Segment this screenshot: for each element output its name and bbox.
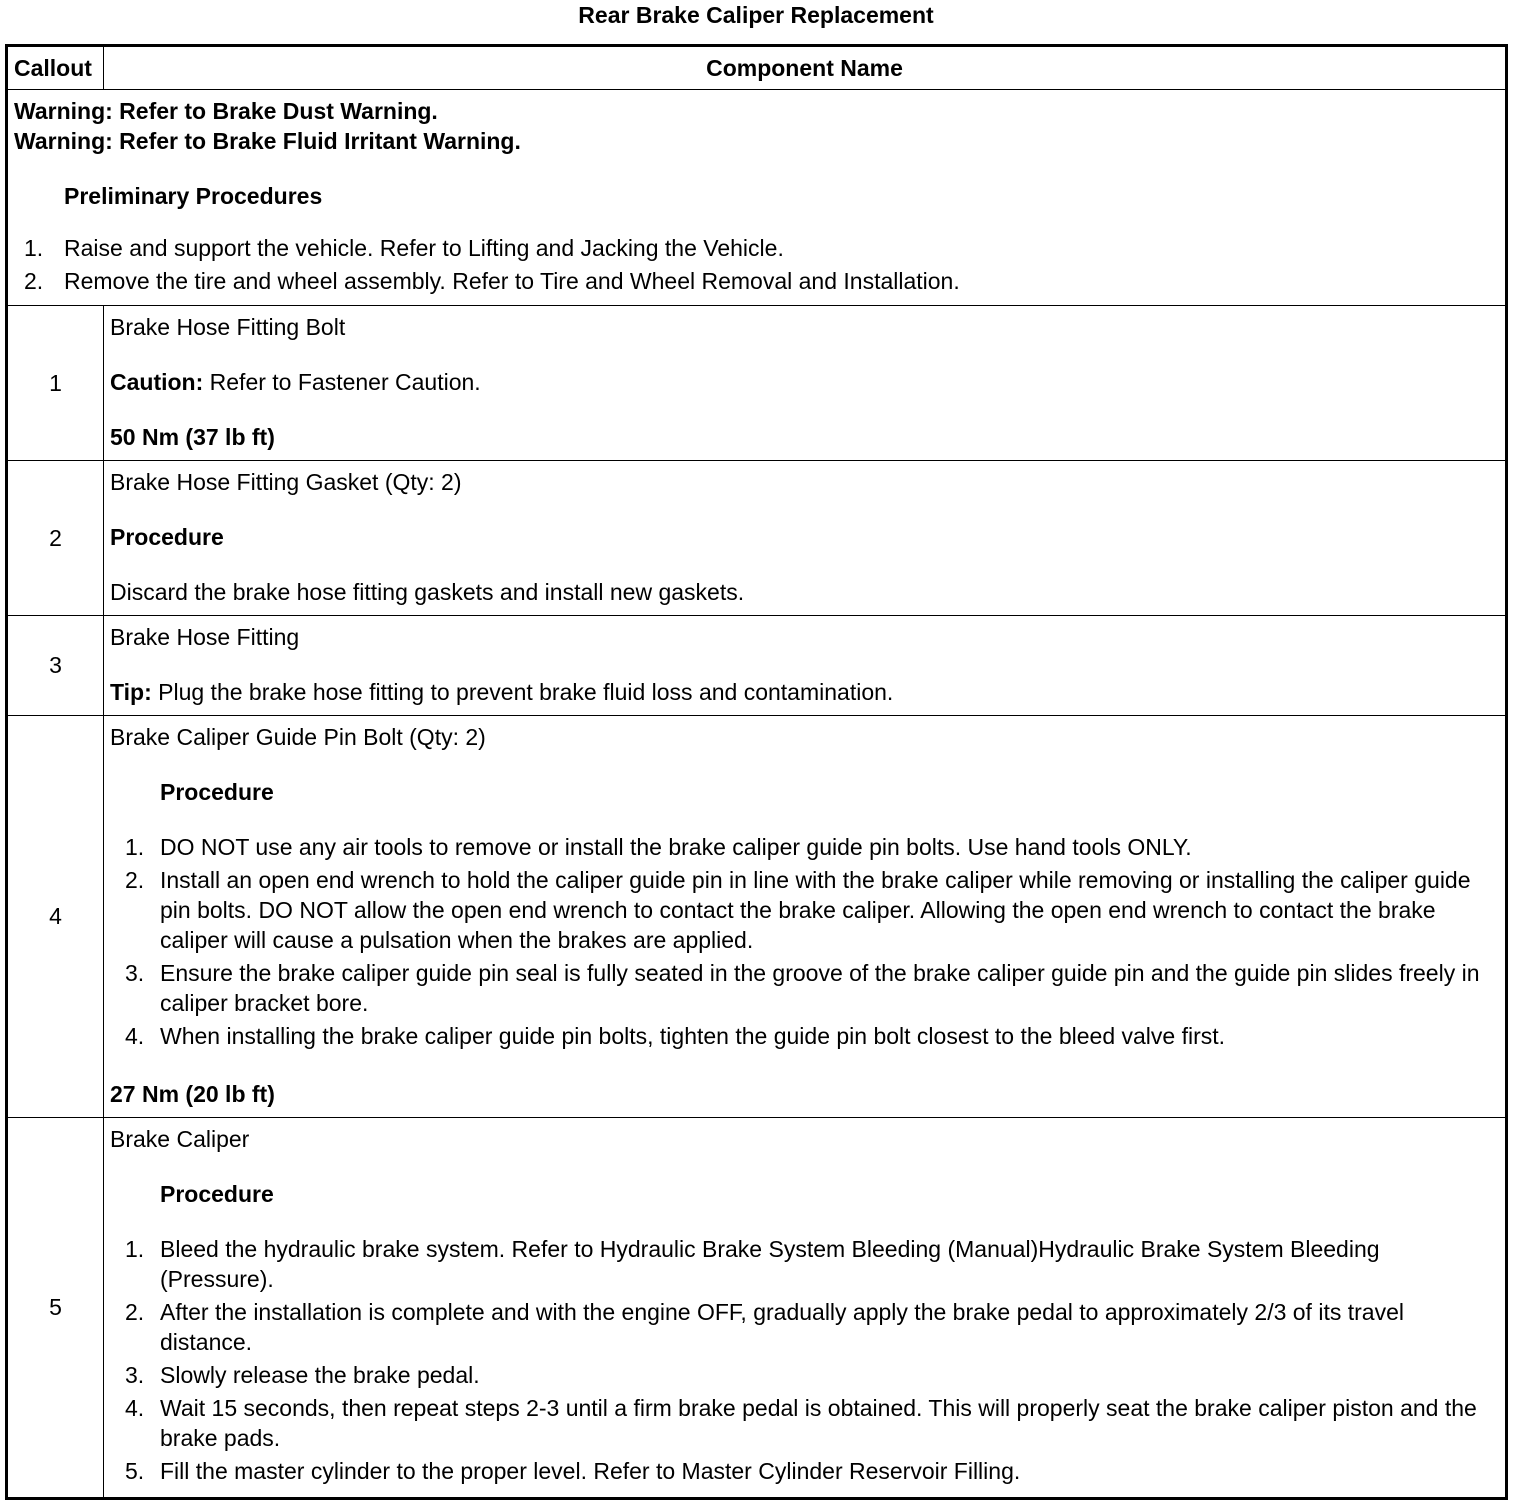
tip-label: Tip: xyxy=(110,679,152,705)
list-item xyxy=(110,1234,1499,1294)
procedure-steps xyxy=(110,832,1499,1051)
callout-cell: 5 xyxy=(7,1118,104,1499)
caution-text: Refer to Fastener Caution. xyxy=(203,369,481,395)
list-item xyxy=(110,1393,1499,1453)
step-text: Raise and support the vehicle. Refer to Lifting and Jacking the Vehicle. xyxy=(64,235,784,261)
step-text: Wait 15 seconds, then repeat steps 2-3 until a firm brake pedal is obtained. This will properly seat the brake caliper piston and the brake pads. xyxy=(160,1395,1477,1451)
component-cell xyxy=(104,306,1507,461)
step-text: Fill the master cylinder to the proper level. Refer to Master Cylinder Reservoir Filling. xyxy=(160,1458,1021,1484)
list-item xyxy=(110,1021,1499,1051)
list-item xyxy=(110,1360,1499,1390)
step-number: 4. xyxy=(125,1395,145,1421)
preliminary-steps xyxy=(14,233,1499,296)
step-text: Install an open end wrench to hold the caliper guide pin in line with the brake caliper while removing or installing the caliper guide pin bolts. DO NOT allow the open end wrench to contact the brake caliper. Allowing the open end wrench to contact the brake caliper will cause a pulsation when the brakes are applied. xyxy=(160,867,1471,953)
component-cell xyxy=(104,716,1507,1118)
step-text: Bleed the hydraulic brake system. Refer to Hydraulic Brake System Bleeding (Manual)Hydraulic Brake System Bleeding (Pressure). xyxy=(160,1236,1380,1292)
procedure-table xyxy=(5,44,1508,1500)
step-text: DO NOT use any air tools to remove or install the brake caliper guide pin bolts. Use hand tools ONLY. xyxy=(160,834,1192,860)
component-name: Brake Caliper xyxy=(110,1126,250,1152)
table-row xyxy=(7,461,1507,616)
list-item xyxy=(110,1456,1499,1486)
step-text: Remove the tire and wheel assembly. Refer to Tire and Wheel Removal and Installation. xyxy=(64,268,960,294)
callout-cell: 2 xyxy=(7,461,104,616)
callout-cell: 3 xyxy=(7,616,104,716)
torque-spec: 50 Nm (37 lb ft) xyxy=(110,424,275,450)
table-row xyxy=(7,306,1507,461)
procedure-steps xyxy=(110,1234,1499,1486)
brake-dust-warning: Warning: Refer to Brake Dust Warning. xyxy=(14,98,438,124)
caution-label: Caution: xyxy=(110,369,204,395)
component-cell xyxy=(104,1118,1507,1499)
step-number: 4. xyxy=(125,1023,145,1049)
torque-spec: 27 Nm (20 lb ft) xyxy=(110,1081,275,1107)
procedure-heading: Procedure xyxy=(160,1181,274,1207)
component-column-header: Component Name xyxy=(104,46,1507,90)
list-item xyxy=(110,865,1499,955)
table-header-row xyxy=(7,46,1507,90)
step-text: After the installation is complete and with the engine OFF, gradually apply the brake pedal to approximately 2/3 of its travel distance. xyxy=(160,1299,1404,1355)
preliminary-heading: Preliminary Procedures xyxy=(64,183,323,209)
component-name: Brake Hose Fitting xyxy=(110,624,300,650)
list-item xyxy=(14,266,1499,296)
callout-cell: 1 xyxy=(7,306,104,461)
brake-fluid-warning: Warning: Refer to Brake Fluid Irritant Warning. xyxy=(14,128,521,154)
step-number: 1. xyxy=(125,1236,145,1262)
step-number: 3. xyxy=(125,1362,145,1388)
step-text: Slowly release the brake pedal. xyxy=(160,1362,480,1388)
table-row xyxy=(7,716,1507,1118)
step-text: When installing the brake caliper guide pin bolts, tighten the guide pin bolt closest to the bleed valve first. xyxy=(160,1023,1226,1049)
step-number: 5. xyxy=(125,1458,145,1484)
page-title: Rear Brake Caliper Replacement xyxy=(578,2,934,28)
table-row xyxy=(7,1118,1507,1499)
list-item xyxy=(110,832,1499,862)
tip-text: Plug the brake hose fitting to prevent brake fluid loss and contamination. xyxy=(151,679,894,705)
procedure-heading: Procedure xyxy=(160,779,274,805)
step-text: Ensure the brake caliper guide pin seal is fully seated in the groove of the brake caliper guide pin and the guide pin slides freely in caliper bracket bore. xyxy=(160,960,1480,1016)
preliminary-cell xyxy=(7,90,1507,306)
component-name: Brake Hose Fitting Gasket (Qty: 2) xyxy=(110,469,462,495)
step-number: 2. xyxy=(125,1299,145,1325)
step-number: 1. xyxy=(24,235,44,261)
step-number: 1. xyxy=(125,834,145,860)
caution-note xyxy=(110,367,1499,397)
step-number: 2. xyxy=(24,268,44,294)
component-name: Brake Caliper Guide Pin Bolt (Qty: 2) xyxy=(110,724,486,750)
step-number: 3. xyxy=(125,960,145,986)
list-item xyxy=(110,958,1499,1018)
list-item xyxy=(14,233,1499,263)
callout-column-header: Callout xyxy=(7,46,104,90)
table-row xyxy=(7,616,1507,716)
procedure-heading: Procedure xyxy=(110,524,224,550)
preliminary-row xyxy=(7,90,1507,306)
component-cell xyxy=(104,616,1507,716)
list-item xyxy=(110,1297,1499,1357)
tip-note xyxy=(110,677,1499,707)
step-number: 2. xyxy=(125,867,145,893)
component-cell xyxy=(104,461,1507,616)
procedure-text: Discard the brake hose fitting gaskets and install new gaskets. xyxy=(110,579,745,605)
callout-cell: 4 xyxy=(7,716,104,1118)
component-name: Brake Hose Fitting Bolt xyxy=(110,314,346,340)
